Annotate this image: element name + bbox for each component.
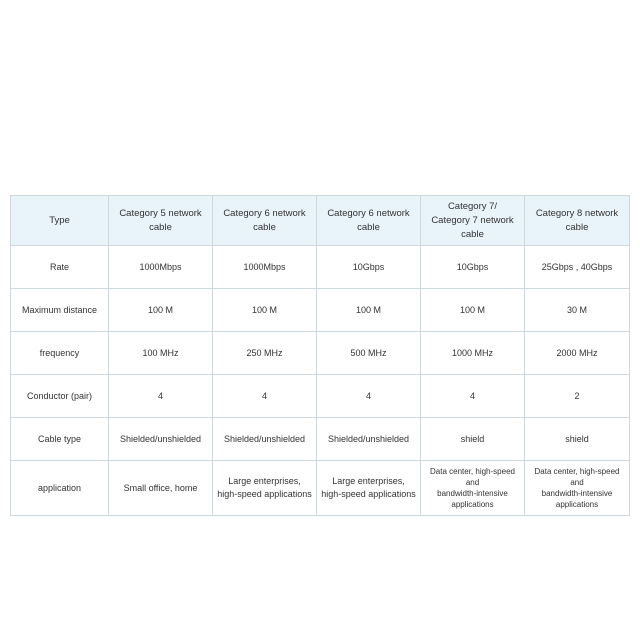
column-header-cat6-a-line1: Category 6 network cable [223,207,306,233]
cell-application-cat6-a-line1: Large enterprises, [228,476,301,487]
row-label-application: application [11,461,109,516]
row-label-cable-type: Cable type [11,418,109,461]
column-header-cat5-line1: Category 5 network cable [119,207,202,233]
cell-cabletype-cat5: Shielded/unshielded [109,418,213,461]
cell-application-cat6-b-line1: Large enterprises, [332,476,405,487]
column-header-cat6-b [317,196,421,246]
table-row [11,246,630,289]
cell-distance-cat6-a: 100 M [213,289,317,332]
cell-rate-cat6-b: 10Gbps [317,246,421,289]
table-body [11,246,630,516]
cell-application-cat8 [525,461,630,516]
cell-rate-cat5: 1000Mbps [109,246,213,289]
cell-rate-cat8: 25Gbps , 40Gbps [525,246,630,289]
column-header-cat5 [109,196,213,246]
cell-application-cat6-a-line2: high-speed applications [217,489,312,500]
cell-frequency-cat5: 100 MHz [109,332,213,375]
cell-distance-cat7: 100 M [421,289,525,332]
table-header [11,196,630,246]
table-row [11,289,630,332]
cell-distance-cat8: 30 M [525,289,630,332]
cell-application-cat5 [109,461,213,516]
cell-application-cat6-b [317,461,421,516]
cell-frequency-cat7: 1000 MHz [421,332,525,375]
cell-rate-cat7: 10Gbps [421,246,525,289]
network-cable-comparison-table [10,195,630,516]
cell-cabletype-cat7: shield [421,418,525,461]
column-header-cat7-line2: Category 7 network cable [431,214,514,240]
cell-application-cat8-line1: Data center, high-speed and [534,466,620,488]
cell-application-cat7-line1: Data center, high-speed and [430,466,515,488]
column-header-type-line1: Type [49,214,70,226]
column-header-cat7 [421,196,525,246]
cell-distance-cat5: 100 M [109,289,213,332]
column-header-cat8-line1: Category 8 network cable [535,207,619,233]
row-label-frequency: frequency [11,332,109,375]
cell-frequency-cat8: 2000 MHz [525,332,630,375]
cell-application-cat8-line2: bandwidth-intensive applications [541,489,613,510]
column-header-cat6-b-line1: Category 6 network cable [327,207,410,233]
column-header-cat6-a [213,196,317,246]
cell-conductor-cat8: 2 [525,375,630,418]
cell-application-cat6-b-line2: high-speed applications [321,489,416,500]
cell-frequency-cat6-b: 500 MHz [317,332,421,375]
table-row [11,418,630,461]
table-row [11,332,630,375]
cell-distance-cat6-b: 100 M [317,289,421,332]
row-label-rate: Rate [11,246,109,289]
column-header-cat8 [525,196,630,246]
cell-application-cat5-line1: Small office, home [123,482,198,493]
cell-conductor-cat5: 4 [109,375,213,418]
header-row [11,196,630,246]
cell-cabletype-cat6-b: Shielded/unshielded [317,418,421,461]
cell-application-cat6-a [213,461,317,516]
table-row [11,461,630,516]
column-header-cat7-line1: Category 7/ [447,201,498,212]
cell-application-cat7 [421,461,525,516]
cell-frequency-cat6-a: 250 MHz [213,332,317,375]
cell-rate-cat6-a: 1000Mbps [213,246,317,289]
cell-cabletype-cat8: shield [525,418,630,461]
cell-conductor-cat6-b: 4 [317,375,421,418]
cell-application-cat7-line2: bandwidth-intensive applications [437,489,508,510]
cell-conductor-cat7: 4 [421,375,525,418]
row-label-conductor-pair: Conductor (pair) [11,375,109,418]
column-header-type [11,196,109,246]
row-label-maximum-distance: Maximum distance [11,289,109,332]
spec-table-container [10,195,630,516]
table-row [11,375,630,418]
cell-conductor-cat6-a: 4 [213,375,317,418]
cell-cabletype-cat6-a: Shielded/unshielded [213,418,317,461]
